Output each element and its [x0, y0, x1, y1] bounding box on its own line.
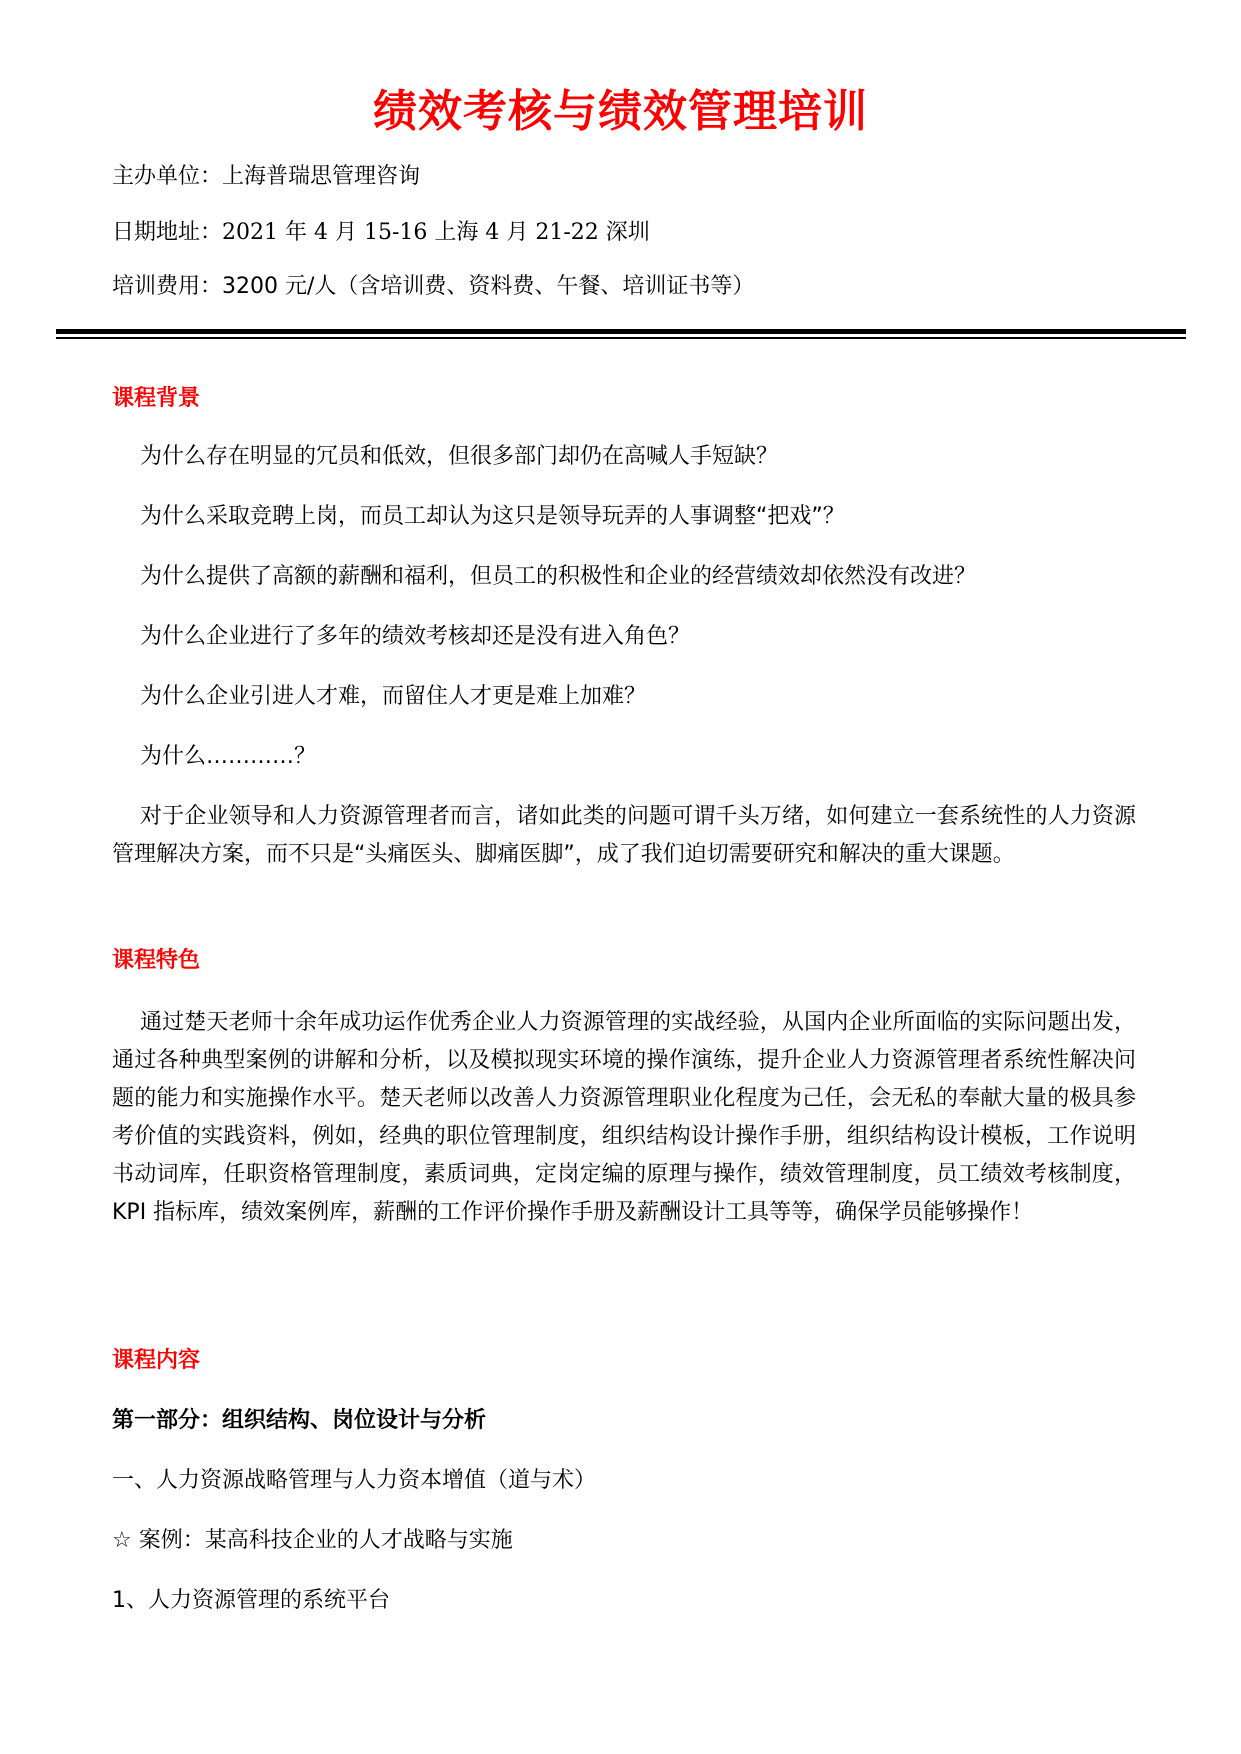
background-question: 为什么企业引进人才难，而留住人才更是难上加难？ [140, 684, 647, 709]
content-case: ☆ 案例：某高科技企业的人才战略与实施 [112, 1528, 513, 1553]
background-question: 为什么提供了高额的薪酬和福利，但员工的积极性和企业的经营绩效却依然没有改进？ [140, 564, 977, 589]
background-question: 为什么存在明显的冗员和低效，但很多部门却仍在高喊人手短缺？ [140, 444, 779, 469]
header-divider-thick [56, 329, 1186, 334]
background-question: 为什么企业进行了多年的绩效考核却还是没有进入角色？ [140, 624, 691, 649]
date-line [112, 218, 650, 248]
date-label: 日期地址： [112, 220, 223, 245]
background-question: 为什么采取竞聘上岗，而员工却认为这只是领导玩弄的人事调整“把戏”？ [140, 504, 845, 529]
section-heading-features: 课程特色 [112, 948, 201, 973]
section-heading-content: 课程内容 [112, 1348, 201, 1373]
header-divider-thin [56, 337, 1186, 339]
section-heading-background: 课程背景 [112, 386, 201, 411]
background-question: 为什么…………？ [140, 744, 317, 769]
content-part-heading: 第一部分：组织结构、岗位设计与分析 [112, 1408, 487, 1433]
organizer-label: 主办单位： [112, 164, 223, 189]
organizer-value: 上海普瑞思管理咨询 [222, 164, 421, 189]
fee-line [112, 272, 754, 302]
content-subitem: 1、人力资源管理的系统平台 [112, 1588, 390, 1613]
fee-label: 培训费用： [112, 274, 223, 299]
date-value: 2021 年 4 月 15-16 上海 4 月 21-22 深圳 [222, 220, 650, 245]
content-item: 一、人力资源战略管理与人力资本增值（道与术） [112, 1468, 597, 1493]
document-title: 绩效考核与绩效管理培训 [373, 86, 868, 137]
fee-value: 3200 元/人（含培训费、资料费、午餐、培训证书等） [222, 274, 755, 299]
organizer-line [112, 162, 420, 192]
features-paragraph: 通过楚天老师十余年成功运作优秀企业人力资源管理的实战经验，从国内企业所面临的实际问题出发，通过各种典型案例的讲解和分析，以及模拟现实环境的操作演练，提升企业人力资源管理者系统性解决问题的能力和实施操作水平。楚天老师以改善人力资源管理职业化程度为己任，会无私的奉献大量的极具参考价值的实践资料，例如，经典的职位管理制度，组织结构设计操作手册，组织结构设计模板，工作说明书动词库，任职资格管理制度，素质词典，定岗定编的原理与操作，绩效管理制度，员工绩效考核制度，KPI 指标库，绩效案例库，薪酬的工作评价操作手册及薪酬设计工具等等，确保学员能够操作！ [112, 1010, 1136, 1225]
background-summary: 对于企业领导和人力资源管理者而言，诸如此类的问题可谓千头万绪，如何建立一套系统性的人力资源管理解决方案，而不只是“头痛医头、脚痛医脚”，成了我们迫切需要研究和解决的重大课题。 [112, 804, 1136, 867]
